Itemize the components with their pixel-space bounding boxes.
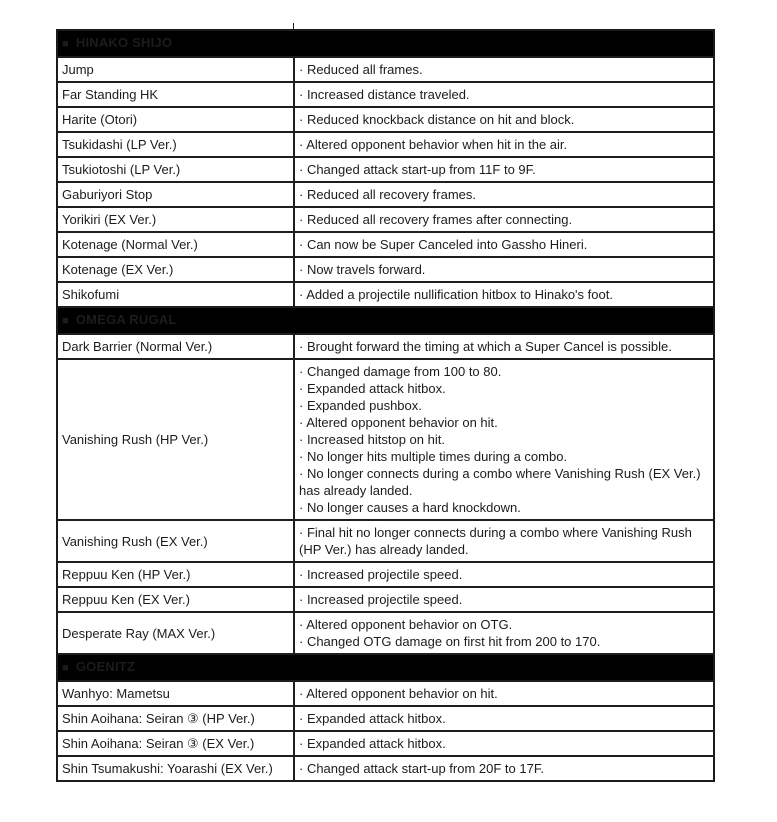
move-name-cell: Shin Tsumakushi: Yoarashi (EX Ver.) (57, 756, 294, 781)
change-line: · Changed OTG damage on first hit from 200 to 170. (299, 634, 601, 649)
table-row (57, 520, 714, 562)
table-row (57, 562, 714, 587)
move-name-cell: Kotenage (EX Ver.) (57, 257, 294, 282)
changes-cell (294, 706, 714, 731)
table-row (57, 57, 714, 82)
changes-cell (294, 282, 714, 307)
move-name-cell: Vanishing Rush (EX Ver.) (57, 520, 294, 562)
change-line: · Brought forward the timing at which a Super Cancel is possible. (299, 339, 672, 354)
change-line: · Changed attack start-up from 11F to 9F. (299, 162, 536, 177)
move-name-cell: Far Standing HK (57, 82, 294, 107)
change-line: · Increased projectile speed. (299, 592, 463, 607)
patch-notes-body (57, 30, 714, 781)
patch-notes-table (56, 29, 715, 782)
change-line: · Now travels forward. (299, 262, 426, 277)
table-row (57, 282, 714, 307)
move-name-cell: Reppuu Ken (EX Ver.) (57, 587, 294, 612)
changes-cell (294, 207, 714, 232)
section-header-goenitz (57, 654, 714, 681)
change-line: · Increased hitstop on hit. (299, 432, 445, 447)
move-name-cell: Harite (Otori) (57, 107, 294, 132)
section-title: OMEGA RUGAL (75, 312, 177, 327)
section-header-omega-rugal (57, 307, 714, 334)
table-row (57, 107, 714, 132)
move-name-cell: Kotenage (Normal Ver.) (57, 232, 294, 257)
change-line: · Changed damage from 100 to 80. (299, 364, 502, 379)
changes-cell (294, 107, 714, 132)
table-row (57, 706, 714, 731)
change-line: · Altered opponent behavior on hit. (299, 686, 498, 701)
change-line: · Reduced all frames. (299, 62, 423, 77)
section-row-hinako-shijo (57, 30, 714, 57)
move-name-cell: Tsukiotoshi (LP Ver.) (57, 157, 294, 182)
section-header-hinako-shijo (57, 30, 714, 57)
changes-cell (294, 157, 714, 182)
move-name-cell: Desperate Ray (MAX Ver.) (57, 612, 294, 654)
change-line: · Increased projectile speed. (299, 567, 463, 582)
table-row (57, 359, 714, 520)
change-line: · Reduced knockback distance on hit and block. (299, 112, 575, 127)
changes-cell (294, 587, 714, 612)
table-row (57, 587, 714, 612)
changes-cell (294, 681, 714, 706)
move-name-cell: Dark Barrier (Normal Ver.) (57, 334, 294, 359)
table-row (57, 612, 714, 654)
changes-cell (294, 359, 714, 520)
changes-cell (294, 257, 714, 282)
changes-cell (294, 182, 714, 207)
changes-cell (294, 612, 714, 654)
section-marker-icon: ■ (62, 315, 69, 327)
change-line: · Reduced all recovery frames after connecting. (299, 212, 573, 227)
table-row (57, 334, 714, 359)
table-row (57, 257, 714, 282)
move-name-cell: Wanhyo: Mametsu (57, 681, 294, 706)
section-marker-icon: ■ (62, 38, 69, 50)
change-line: · Final hit no longer connects during a combo where Vanishing Rush (HP Ver.) has already landed. (299, 525, 692, 557)
section-title: HINAKO SHIJO (75, 35, 173, 50)
table-row (57, 132, 714, 157)
table-row (57, 182, 714, 207)
table-row (57, 756, 714, 781)
move-name-cell: Shikofumi (57, 282, 294, 307)
section-row-goenitz (57, 654, 714, 681)
table-row (57, 681, 714, 706)
move-name-cell: Shin Aoihana: Seiran ③ (EX Ver.) (57, 731, 294, 756)
changes-cell (294, 562, 714, 587)
changes-cell (294, 232, 714, 257)
change-line: · Increased distance traveled. (299, 87, 470, 102)
change-line: · Changed attack start-up from 20F to 17F. (299, 761, 544, 776)
changes-cell (294, 57, 714, 82)
section-marker-icon: ■ (62, 662, 69, 674)
changes-cell (294, 520, 714, 562)
changes-cell (294, 82, 714, 107)
change-line: · No longer hits multiple times during a combo. (299, 449, 568, 464)
change-line: · Altered opponent behavior on OTG. (299, 617, 513, 632)
table-row (57, 157, 714, 182)
change-line: · Expanded attack hitbox. (299, 711, 446, 726)
move-name-cell: Jump (57, 57, 294, 82)
table-row (57, 207, 714, 232)
move-name-cell: Yorikiri (EX Ver.) (57, 207, 294, 232)
change-line: · Expanded attack hitbox. (299, 736, 446, 751)
changes-cell (294, 731, 714, 756)
change-line: · Altered opponent behavior when hit in the air. (299, 137, 568, 152)
changes-cell (294, 334, 714, 359)
table-row (57, 731, 714, 756)
move-name-cell: Gaburiyori Stop (57, 182, 294, 207)
move-name-cell: Reppuu Ken (HP Ver.) (57, 562, 294, 587)
move-name-cell: Tsukidashi (LP Ver.) (57, 132, 294, 157)
change-line: · No longer causes a hard knockdown. (299, 500, 521, 515)
change-line: · Altered opponent behavior on hit. (299, 415, 498, 430)
changes-cell (294, 132, 714, 157)
section-title: GOENITZ (75, 659, 136, 674)
move-name-cell: Vanishing Rush (HP Ver.) (57, 359, 294, 520)
change-line: · Expanded pushbox. (299, 398, 422, 413)
change-line: · Added a projectile nullification hitbox to Hinako's foot. (299, 287, 613, 302)
change-line: · Reduced all recovery frames. (299, 187, 477, 202)
change-line: · Expanded attack hitbox. (299, 381, 446, 396)
change-line: · Can now be Super Canceled into Gassho Hineri. (299, 237, 588, 252)
table-row (57, 82, 714, 107)
section-row-omega-rugal (57, 307, 714, 334)
changes-cell (294, 756, 714, 781)
move-name-cell: Shin Aoihana: Seiran ③ (HP Ver.) (57, 706, 294, 731)
change-line: · No longer connects during a combo where Vanishing Rush (EX Ver.) has already landed. (299, 466, 701, 498)
table-row (57, 232, 714, 257)
